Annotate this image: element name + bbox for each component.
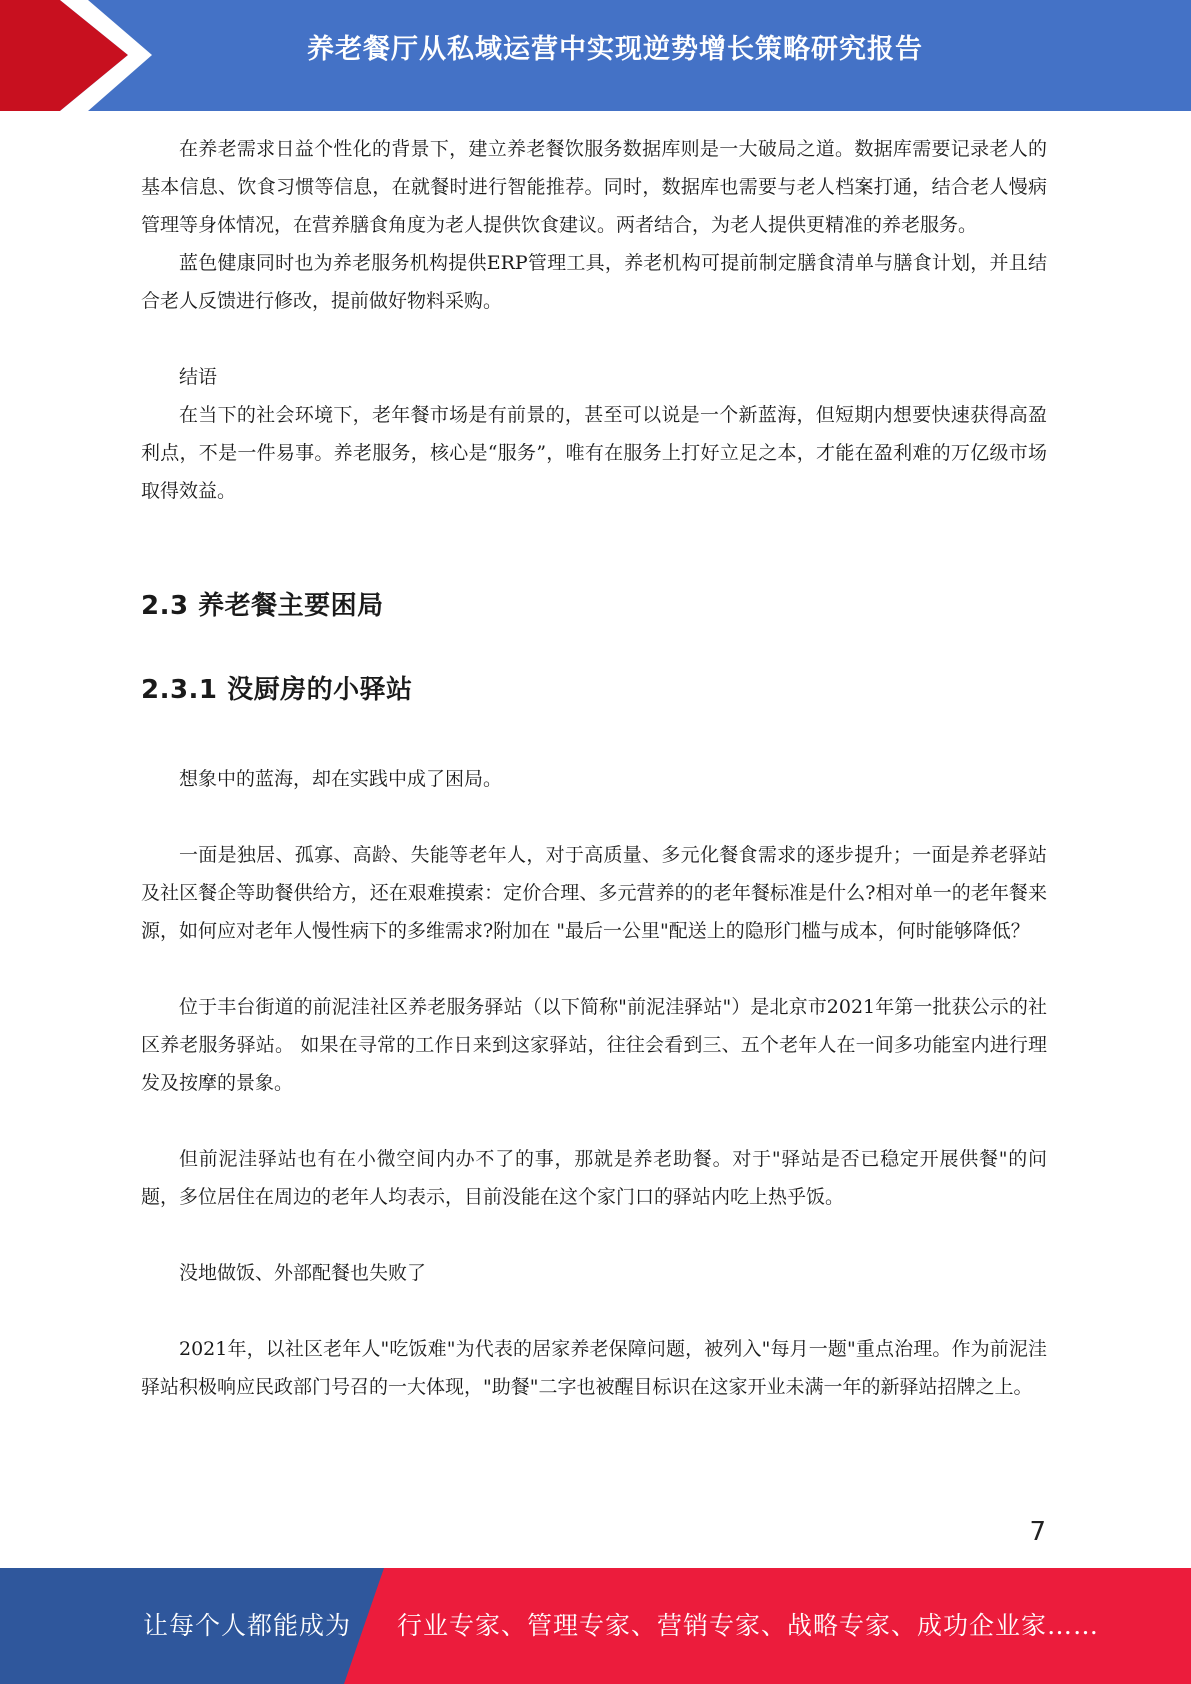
footer-slogan-right: 行业专家、管理专家、营销专家、战略专家、成功企业家…… (397, 1611, 1100, 1640)
body-paragraph: 在养老需求日益个性化的背景下，建立养老餐饮服务数据库则是一大破局之道。数据库需要记录老人的基本信息、饮食习惯等信息，在就餐时进行智能推荐。同时，数据库也需要与老人档案打通，结合老人慢病管理等身体情况，在营养膳食角度为老人提供饮食建议。两者结合，为老人提供更精准的养老服务。 (141, 138, 1047, 236)
body-paragraph: 位于丰台街道的前泥洼社区养老服务驿站（以下简称"前泥洼驿站"）是北京市2021年第一批获公示的社区养老服务驿站。 如果在寻常的工作日来到这家驿站，往往会看到三、五个老年人在一间多功能室内进行理发及按摩的景象。 (141, 996, 1047, 1094)
subsection-heading: 2.3.1 没厨房的小驿站 (141, 675, 413, 705)
report-title: 养老餐厅从私域运营中实现逆势增长策略研究报告 (307, 34, 923, 65)
conclusion-heading: 结语 (179, 366, 218, 388)
body-paragraph: 但前泥洼驿站也有在小微空间内办不了的事，那就是养老助餐。对于"驿站是否已稳定开展供餐"的问题，多位居住在周边的老年人均表示，目前没能在这个家门口的驿站内吃上热乎饭。 (141, 1148, 1047, 1208)
body-paragraph: 蓝色健康同时也为养老服务机构提供ERP管理工具，养老机构可提前制定膳食清单与膳食计划，并且结合老人反馈进行修改，提前做好物料采购。 (141, 252, 1047, 312)
page-header (0, 0, 1191, 111)
page-footer (0, 1568, 1191, 1684)
page-number: 7 (1029, 1517, 1046, 1547)
conclusion-paragraph: 在当下的社会环境下，老年餐市场是有前景的，甚至可以说是一个新蓝海，但短期内想要快速获得高盈利点，不是一件易事。养老服务，核心是“服务”，唯有在服务上打好立足之本，才能在盈利难的万亿级市场取得效益。 (141, 404, 1047, 502)
main-content (141, 130, 1047, 1406)
body-paragraph: 2021年，以社区老年人"吃饭难"为代表的居家养老保障问题，被列入"每月一题"重点治理。作为前泥洼驿站积极响应民政部门号召的一大体现，"助餐"二字也被醒目标识在这家开业未满一年的新驿站招牌之上。 (141, 1338, 1047, 1398)
body-paragraph: 想象中的蓝海，却在实践中成了困局。 (179, 768, 503, 790)
section-heading: 2.3 养老餐主要困局 (141, 591, 384, 621)
footer-slogan-left: 让每个人都能成为 (143, 1611, 352, 1640)
body-paragraph: 一面是独居、孤寡、高龄、失能等老年人，对于高质量、多元化餐食需求的逐步提升；一面是养老驿站及社区餐企等助餐供给方，还在艰难摸索：定价合理、多元营养的的老年餐标准是什么?相对单一的老年餐来源，如何应对老年人慢性病下的多维需求?附加在 "最后一公里"配送上的隐形门槛与成本，何时能够降低？ (141, 844, 1047, 942)
body-paragraph: 没地做饭、外部配餐也失败了 (179, 1262, 427, 1284)
